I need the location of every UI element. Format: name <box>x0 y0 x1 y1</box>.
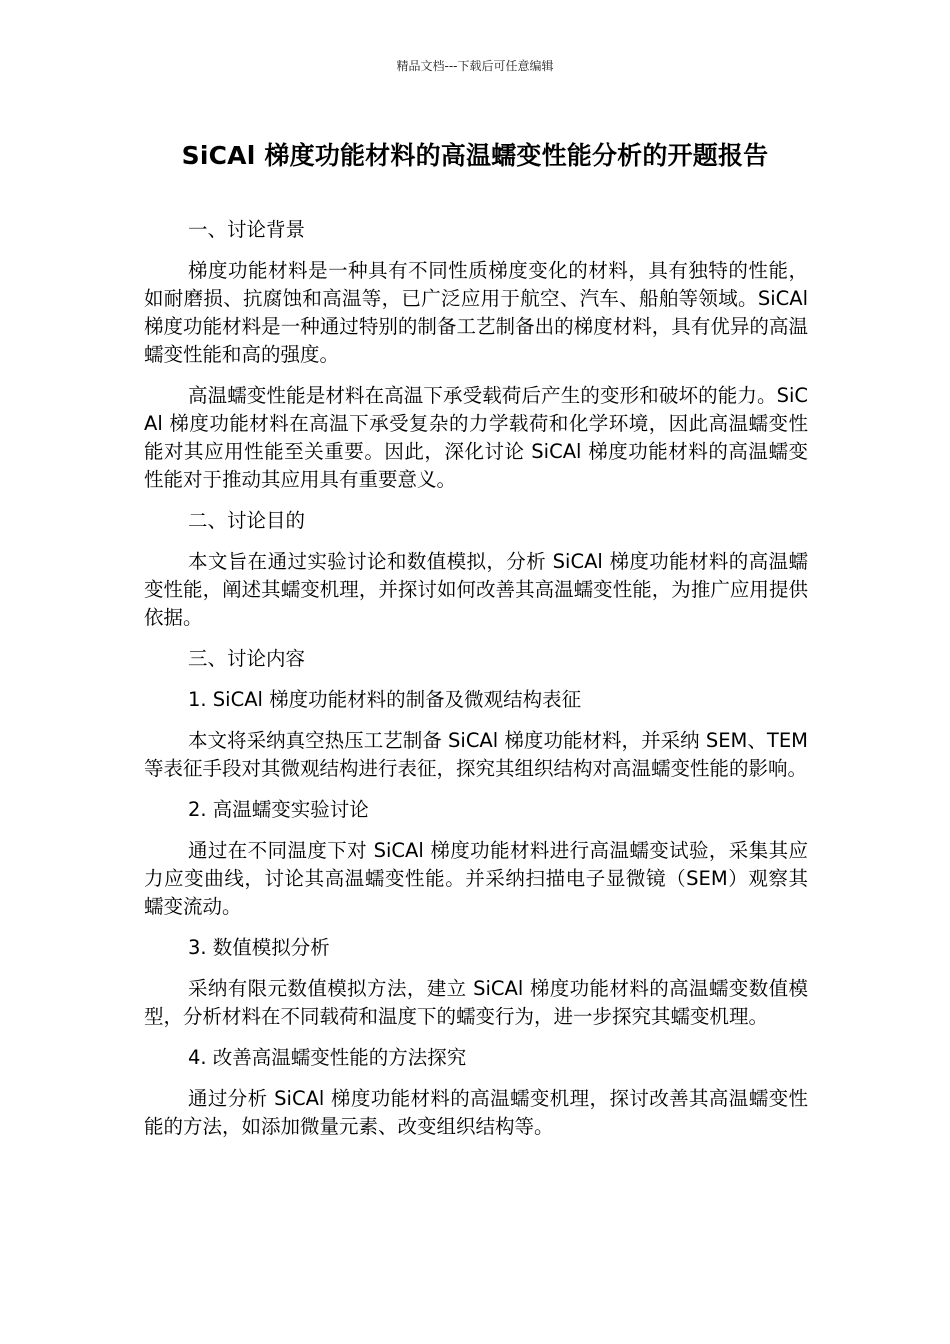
subheading-item-4: 4. 改善高温蠕变性能的方法探究 <box>188 1046 467 1069</box>
document-body <box>144 216 808 1154</box>
paragraph-item-3: 采纳有限元数值模拟方法，建立 SiCAl 梯度功能材料的高温蠕变数值模型，分析材料在不同载荷和温度下的蠕变行为，进一步探究其蠕变机理。 <box>144 977 808 1028</box>
paragraph-purpose: 本文旨在通过实验讨论和数值模拟，分析 SiCAl 梯度功能材料的高温蠕变性能，阐述其蠕变机理，并探讨如何改善其高温蠕变性能，为推广应用提供依据。 <box>144 550 808 629</box>
paragraph-item-2: 通过在不同温度下对 SiCAl 梯度功能材料进行高温蠕变试验，采集其应力应变曲线，讨论其高温蠕变性能。并采纳扫描电子显微镜（SEM）观察其蠕变流动。 <box>144 839 808 918</box>
section-heading-purpose: 二、讨论目的 <box>188 509 306 532</box>
paragraph-item-4: 通过分析 SiCAl 梯度功能材料的高温蠕变机理，探讨改善其高温蠕变性能的方法，如添加微量元素、改变组织结构等。 <box>144 1087 808 1138</box>
section-heading-background: 一、讨论背景 <box>188 218 306 241</box>
subheading-item-2: 2. 高温蠕变实验讨论 <box>188 798 369 821</box>
subheading-item-1: 1. SiCAl 梯度功能材料的制备及微观结构表征 <box>188 688 582 711</box>
paragraph-background-2: 高温蠕变性能是材料在高温下承受载荷后产生的变形和破坏的能力。SiCAl 梯度功能材料在高温下承受复杂的力学载荷和化学环境，因此高温蠕变性能对其应用性能至关重要。因此，深化讨论 SiCAl 梯度功能材料的高温蠕变性能对于推动其应用具有重要意义。 <box>144 384 808 491</box>
header-note: 精品文档---下载后可任意编辑 <box>396 59 554 73</box>
paragraph-item-1: 本文将采纳真空热压工艺制备 SiCAl 梯度功能材料，并采纳 SEM、TEM 等表征手段对其微观结构进行表征，探究其组织结构对高温蠕变性能的影响。 <box>144 729 808 780</box>
section-heading-content: 三、讨论内容 <box>188 647 306 670</box>
subheading-item-3: 3. 数值模拟分析 <box>188 936 330 959</box>
document-title: SiCAl 梯度功能材料的高温蠕变性能分析的开题报告 <box>181 141 769 170</box>
paragraph-background-1: 梯度功能材料是一种具有不同性质梯度变化的材料，具有独特的性能，如耐磨损、抗腐蚀和高温等，已广泛应用于航空、汽车、船舶等领域。SiCAl 梯度功能材料是一种通过特别的制备工艺制备出的梯度材料，具有优异的高温蠕变性能和高的强度。 <box>144 259 808 366</box>
